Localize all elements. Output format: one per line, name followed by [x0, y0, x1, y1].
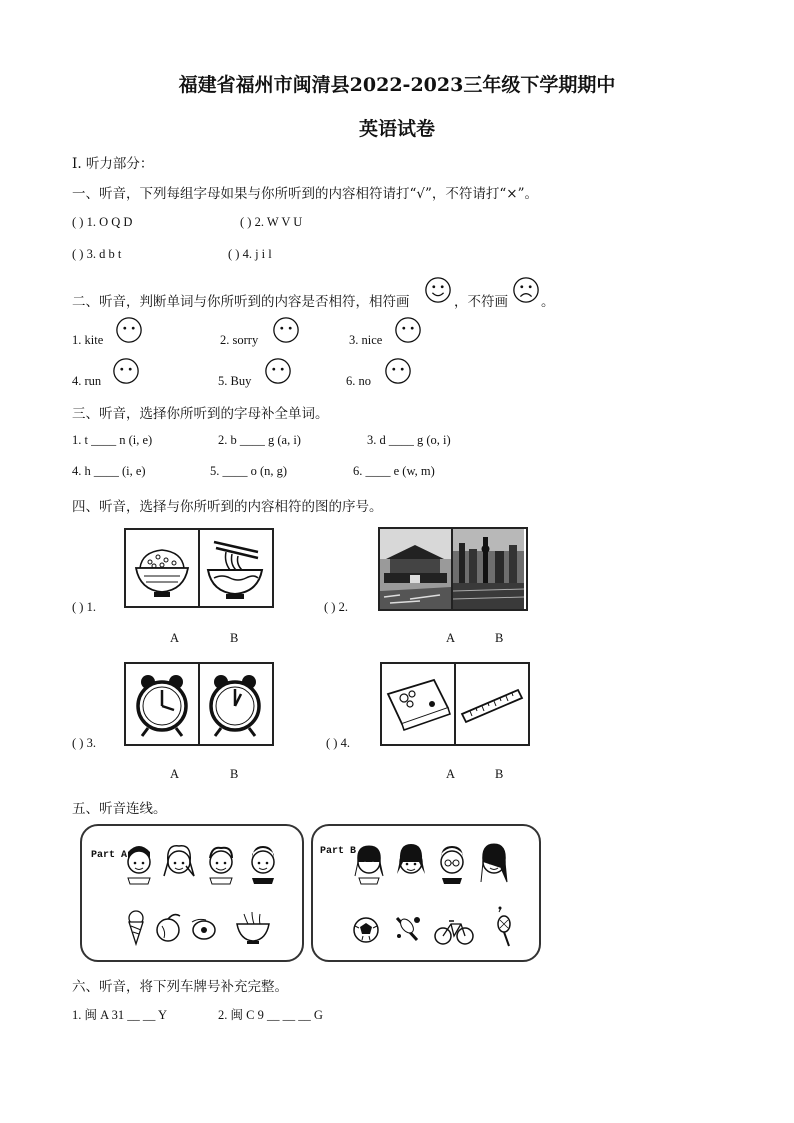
- smiley-face-icon: [424, 276, 452, 304]
- badminton-racket-icon: [498, 907, 510, 947]
- stationery-picture-pair: [380, 662, 530, 746]
- child-portrait-icon: [252, 846, 274, 884]
- s3-item-3: 3. d ____ g (o, i): [367, 433, 451, 447]
- s1-item-4: ( ) 4. j i l: [228, 247, 272, 261]
- s2-item-4: 4. run: [72, 374, 102, 388]
- page-subtitle: 英语试卷: [358, 118, 435, 140]
- s4-item-4: ( ) 4.: [326, 736, 350, 750]
- blank-face-icon: [384, 357, 412, 385]
- s2-item-3: 3. nice: [349, 333, 383, 347]
- matching-panel-a: [80, 824, 304, 962]
- part-heading: I. 听力部分：: [72, 156, 154, 172]
- alarm-clock-icon: [126, 664, 198, 744]
- blank-face-icon: [115, 316, 143, 344]
- landmark-picture-pair: [378, 527, 528, 611]
- option-b-label: B: [495, 767, 504, 781]
- s6-item-2: 2. 闽 C 9 __ __ __ G: [218, 1008, 323, 1022]
- child-with-glasses-icon: [441, 846, 463, 884]
- clock-picture-pair: [124, 662, 274, 746]
- child-portrait-icon: [128, 846, 150, 884]
- option-a-label: A: [446, 631, 456, 645]
- blank-face-icon: [272, 316, 300, 344]
- option-a-label: A: [170, 767, 180, 781]
- s3-item-1: 1. t ____ n (i, e): [72, 433, 153, 447]
- option-a-label: A: [446, 767, 456, 781]
- s1-item-3: ( ) 3. d b t: [72, 247, 122, 261]
- ice-cream-icon: [129, 911, 143, 944]
- section2-heading-c: 。: [541, 294, 555, 310]
- alarm-clock-icon: [200, 664, 270, 744]
- option-a-label: A: [170, 631, 180, 645]
- section5-heading: 五、听音连线。: [72, 801, 167, 817]
- ping-pong-icon: [397, 917, 420, 940]
- s1-item-1: ( ) 1. O Q D: [72, 215, 133, 229]
- noodle-bowl-icon: [237, 912, 269, 944]
- child-portrait-icon: [210, 848, 232, 884]
- panel-a-label: Part A: [91, 850, 128, 861]
- panel-b-label: Part B: [320, 846, 357, 857]
- s3-item-4: 4. h ____ (i, e): [72, 464, 146, 478]
- peach-icon: [157, 915, 180, 941]
- s2-item-5: 5. Buy: [218, 374, 252, 388]
- ruler-icon: [456, 664, 526, 744]
- noodle-bowl-icon: [200, 530, 270, 606]
- s4-item-2: ( ) 2.: [324, 600, 348, 614]
- matching-panel-b: [311, 824, 541, 962]
- child-portrait-icon: [164, 846, 194, 876]
- section3-heading: 三、听音，选择你所听到的字母补全单词。: [72, 406, 329, 422]
- s3-item-6: 6. ____ e (w, m): [353, 464, 435, 478]
- pencil-box-icon: [382, 664, 454, 744]
- egg-icon: [192, 919, 215, 939]
- s3-item-5: 5. ____ o (n, g): [210, 464, 288, 478]
- s3-item-2: 2. b ____ g (a, i): [218, 433, 301, 447]
- section6-heading: 六、听音，将下列车牌号补充完整。: [72, 979, 288, 995]
- blank-face-icon: [112, 357, 140, 385]
- option-b-label: B: [495, 631, 504, 645]
- child-portrait-icon: [481, 844, 507, 882]
- section4-heading: 四、听音，选择与你所听到的内容相符的图的序号。: [72, 499, 383, 515]
- option-b-label: B: [230, 767, 239, 781]
- s4-item-1: ( ) 1.: [72, 600, 96, 614]
- city-skyline-photo-icon: [453, 529, 524, 609]
- s1-item-2: ( ) 2. W V U: [240, 215, 303, 229]
- rice-bowl-icon: [126, 530, 198, 606]
- s2-item-6: 6. no: [346, 374, 371, 388]
- football-icon: [354, 918, 378, 942]
- child-portrait-icon: [355, 846, 383, 884]
- page-title: 福建省福州市闽清县2022-2023三年级下学期期中: [178, 74, 616, 96]
- child-portrait-icon: [397, 844, 425, 874]
- section2-heading-b: ，不符画: [454, 294, 508, 310]
- blank-face-icon: [264, 357, 292, 385]
- option-b-label: B: [230, 631, 239, 645]
- bicycle-icon: [435, 921, 473, 944]
- s6-item-1: 1. 闽 A 31 __ __ Y: [72, 1008, 168, 1022]
- s4-item-3: ( ) 3.: [72, 736, 96, 750]
- s2-item-1: 1. kite: [72, 333, 104, 347]
- section1-heading: 一、听音，下列每组字母如果与你所听到的内容相符请打“√”，不符请打“×”。: [72, 186, 539, 202]
- section2-heading-a: 二、听音，判断单词与你所听到的内容是否相符，相符画: [72, 294, 410, 310]
- s2-item-2: 2. sorry: [220, 333, 259, 347]
- sad-face-icon: [512, 276, 540, 304]
- tiananmen-photo-icon: [380, 529, 451, 609]
- food-picture-pair: [124, 528, 274, 608]
- blank-face-icon: [394, 316, 422, 344]
